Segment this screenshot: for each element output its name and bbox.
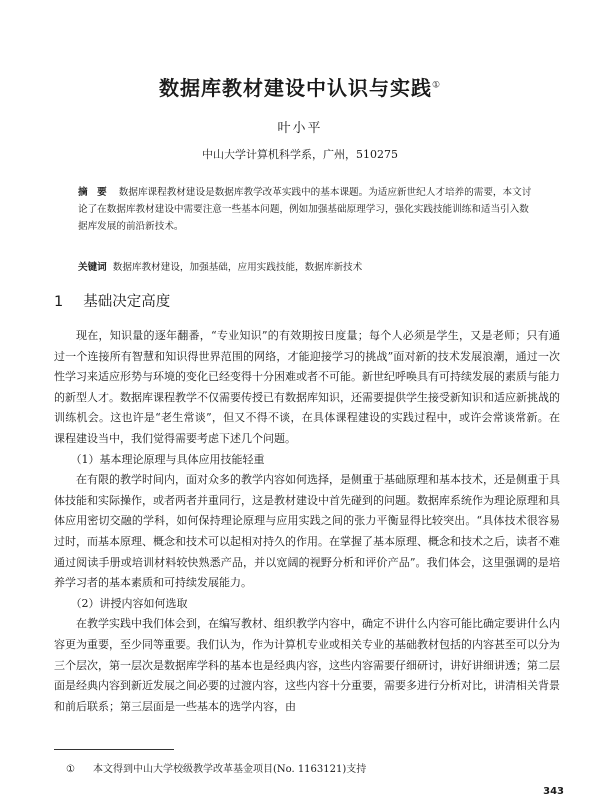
section-number: 1 xyxy=(54,294,64,310)
keywords-text: 数据库教材建设，加强基础，应用实践技能，数据库新技术 xyxy=(112,262,363,273)
footnote-mark: ① xyxy=(66,764,75,775)
keywords xyxy=(78,259,534,276)
body-paragraph: 在有限的教学时间内，面对众多的教学内容如何选择，是侧重于基础原理和基本技术，还是侧重于具体技能和实际操作，或者两者并重同行，这是教材建设中首先碰到的问题。数据库系统作为理论原理和具体应用密切交融的学科，如何保持理论原理与应用实践之间的张力平衡显得比较突出。“具体技术很容易过时，而基本原理、概念和技术可以起相对持久的作用。在掌握了基本原理、概念和技术之后，读者不难通过阅读手册或培训材料较快熟悉产品，并以宽阔的视野分析和评价产品”。我们体会，这里强调的是培养学习者的基本素质和可持续发展能力。 xyxy=(54,473,560,590)
keywords-label: 关键词 xyxy=(78,262,107,273)
subheading: （2）讲授内容如何选取 xyxy=(70,596,188,610)
author-name: 叶小平 xyxy=(277,121,323,136)
abstract-label: 摘 要 xyxy=(78,187,107,198)
footnote xyxy=(66,760,366,775)
subheading: （1）基本理论原理与具体应用技能轻重 xyxy=(70,452,265,466)
author-affiliation: 中山大学计算机科学系，广州，510275 xyxy=(202,148,398,161)
abstract xyxy=(78,184,534,235)
footnote-divider xyxy=(54,749,174,750)
footnote-text: 本文得到中山大学校级教学改革基金项目(No. 1163121)支持 xyxy=(92,764,367,775)
abstract-text: 数据库课程教材建设是数据库教学改革实践中的基本课题。为适应新世纪人才培养的需要，本文讨论了在数据库教材建设中需要注意一些基本问题，例如加强基础原理学习，强化实践技能训练和适当引入数据库发展的前沿新技术。 xyxy=(78,187,532,232)
section-heading xyxy=(54,290,170,311)
section-title: 基础决定高度 xyxy=(83,294,171,310)
paper-title xyxy=(0,72,600,101)
paper-title-text: 数据库教材建设中认识与实践 xyxy=(158,76,432,100)
body-text xyxy=(54,326,560,717)
page-number: 343 xyxy=(543,786,564,797)
body-paragraph: 在教学实践中我们体会到，在编写教材、组织教学内容中，确定不讲什么内容可能比确定要讲什么内容更为重要，至少同等重要。我们认为，作为计算机专业或相关专业的基础教材包括的内容甚至可以分为三个层次，第一层次是数据库学科的基本也是经典内容，这些内容需要仔细研讨，讲好讲细讲透；第二层面是经典内容到新近发展之间必要的过渡内容，这些内容十分重要，需要多进行分析对比，讲清相关背景和前后联系；第三层面是一些基本的选学内容，由 xyxy=(54,617,560,713)
title-footnote-mark: ① xyxy=(431,80,442,91)
body-paragraph: 现在，知识量的逐年翻番，“专业知识”的有效期按日度量；每个人必须是学生，又是老师；只有通过一个连接所有智慧和知识得世界范围的网络，才能迎接学习的挑战”面对新的技术发展浪潮，通过一次性学习来适应形势与环境的变化已经变得十分困难或者不可能。新世纪呼唤具有可持续发展的素质与能力的新型人才。数据库课程教学不仅需要传授已有数据库知识，还需要提供学生接受新知识和适应新挑战的训练机会。这也许是“老生常谈”，但又不得不谈，在具体课程建设的实践过程中，或许会常谈常新。在课程建设当中，我们觉得需要考虑下述几个问题。 xyxy=(54,329,560,445)
